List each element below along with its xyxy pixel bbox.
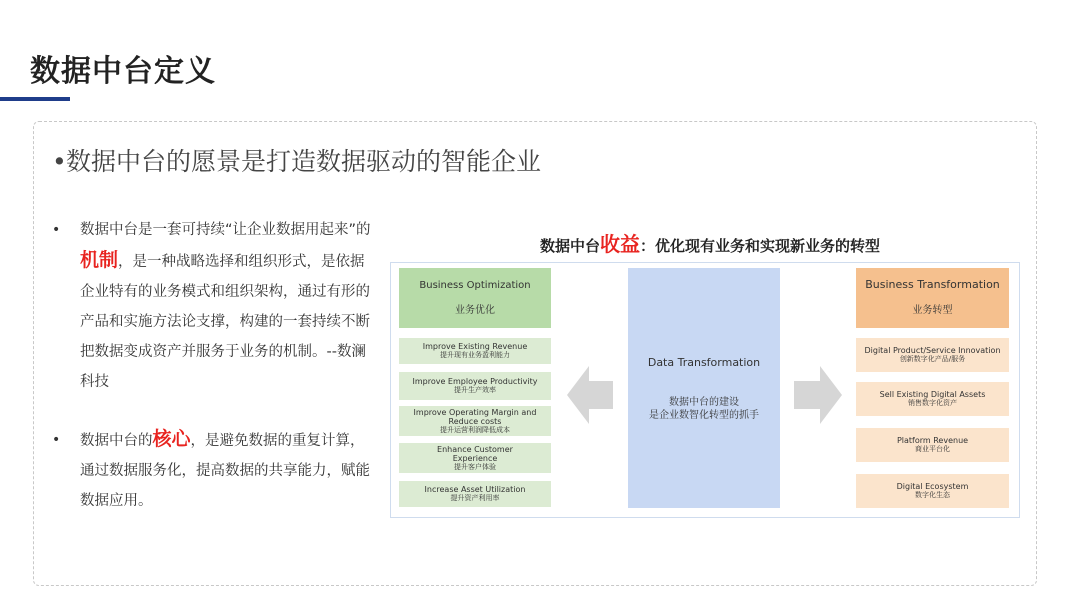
paragraph-core [80,424,372,516]
diagram-title-highlight: 收益 [600,232,641,256]
paragraph-definition [80,215,372,397]
paragraph-definition-lead: 数据中台是一套可持续“让企业数据用起来”的 [80,222,371,238]
transformation-item [856,338,1009,372]
headline [52,142,541,178]
transformation-item-zh: 销售数字化资产 [908,399,957,407]
business-transformation-title-zh: 业务转型 [912,305,953,316]
paragraph-core-lead: 数据中台的 [80,433,153,449]
transformation-item-en: Sell Existing Digital Assets [879,390,986,399]
transformation-item-en: Digital Product/Service Innovation [864,346,1001,355]
data-transformation-panel [628,268,780,508]
page-title: 数据中台定义 [30,54,216,89]
transformation-item-zh: 商业平台化 [915,445,950,453]
optimization-item [399,338,551,364]
headline-text: 数据中台的愿景是打造数据驱动的智能企业 [66,147,542,176]
arrow-left-icon [567,366,613,424]
optimization-item-zh: 提升客户体验 [454,462,496,471]
paragraph-definition-rest: ，是一种战略选择和组织形式，是依据企业特有的业务模式和组织架构，通过有形的产品和实施方法论支撑，构建的一套持续不断把数据变成资产并服务于业务的机制。--数澜科技 [80,254,370,390]
transformation-item [856,428,1009,462]
paragraph-core-rest: ，是避免数据的重复计算，通过数据服务化，提高数据的共享能力，赋能数据应用。 [80,433,370,509]
highlight-core: 核心 [152,428,191,450]
data-transformation-desc-line2: 是企业数智化转型的抓手 [649,410,759,421]
business-transformation-title-en: Business Transformation [865,278,1000,291]
optimization-item-zh: 提升现有业务盈利能力 [440,351,510,359]
business-transformation-header [856,268,1009,328]
optimization-item-en: Improve Employee Productivity [412,377,538,386]
optimization-item [399,372,551,400]
optimization-item-zh: 提升运营利润降低成本 [440,425,510,434]
optimization-item-en: Improve Operating Margin and Reduce costs [413,407,537,426]
bullet-marker-2: • [52,432,61,448]
diagram-title-rest: ：优化现有业务和实现新业务的转型 [640,237,881,255]
highlight-mechanism: 机制 [80,249,119,271]
diagram-title [540,228,880,257]
diagram-title-lead: 数据中台 [540,237,601,255]
optimization-item [399,406,551,436]
optimization-item-zh: 提升生产效率 [454,386,496,394]
headline-bullet: • [52,147,67,176]
optimization-item-en: Improve Existing Revenue [422,342,528,351]
bullet-marker-1: • [52,222,61,238]
title-underline [0,97,70,101]
transformation-item [856,474,1009,508]
business-optimization-title-zh: 业务优化 [455,305,495,316]
data-transformation-title: Data Transformation [647,356,761,369]
optimization-item-en: Increase Asset Utilization [424,485,526,494]
optimization-item-zh: 提升资产利用率 [450,494,500,502]
optimization-item-en: Enhance Customer Experience [437,444,513,463]
transformation-item-zh: 数字化生态 [915,491,950,499]
transformation-item-zh: 创新数字化产品/服务 [899,355,966,363]
business-optimization-header [399,268,551,328]
arrow-right-icon [794,366,842,424]
optimization-item [399,481,551,507]
optimization-item [399,443,551,473]
transformation-item [856,382,1009,416]
transformation-item-en: Digital Ecosystem [896,482,969,491]
business-optimization-title-en: Business Optimization [419,280,531,291]
data-transformation-desc-line1: 数据中台的建设 [669,397,739,408]
transformation-item-en: Platform Revenue [896,436,969,445]
